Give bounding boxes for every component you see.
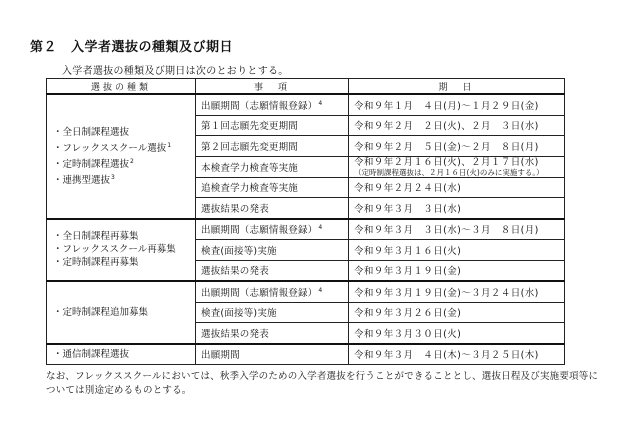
- date-cell: [349, 177, 565, 198]
- item-cell: [196, 198, 349, 219]
- date-cell: [349, 219, 565, 240]
- date-text: 令和９年３月３０日(火): [354, 328, 462, 340]
- item-text: 出願期間（志願情報登録）: [201, 225, 318, 237]
- date-text: 令和９年３月１９日(金)～３月２４日(水): [354, 287, 539, 299]
- category-cell: [47, 219, 196, 282]
- footnote-marker: 4: [318, 99, 323, 107]
- item-text: 出願期間（志願情報登録）: [201, 100, 318, 112]
- item-cell: [196, 177, 349, 198]
- intro-text: 入学者選抜の種類及び期日は次のとおりとする。: [62, 66, 289, 77]
- item-text: 第１回志願先変更期間: [201, 121, 299, 133]
- date-text: 令和９年３月１６日(火): [354, 245, 462, 257]
- category-label: [53, 306, 190, 319]
- date-text: 令和９年２月１６日(火)、２月１７日(水): [354, 156, 539, 168]
- date-text: 令和９年３月 ３日(水)～３月 ８日(月): [354, 225, 539, 237]
- date-cell: [349, 115, 565, 136]
- footnote-text: なお、フレックススクールにおいては、秋季入学のための入学者選抜を行うことができることとし、選抜日程及び実施要項等については別途定めるものとする。: [46, 371, 599, 396]
- item-text: 選抜結果の発表: [201, 328, 269, 340]
- item-cell: [196, 344, 349, 365]
- date-text: 令和９年３月 ４日(木)～３月２５日(木): [354, 350, 539, 362]
- category-label: [53, 126, 190, 139]
- schedule-table: [46, 78, 565, 365]
- item-cell: [196, 323, 349, 344]
- category-text: ・フレックススクール選抜: [53, 142, 167, 154]
- date-cell: [349, 136, 565, 157]
- item-cell: [196, 240, 349, 261]
- schedule-body: [47, 94, 565, 365]
- item-text: 追検査学力検査等実施: [201, 183, 299, 195]
- item-text: 選抜結果の発表: [201, 203, 269, 215]
- category-label: [53, 139, 190, 155]
- category-text: ・定時制課程追加募集: [53, 306, 149, 318]
- item-text: 出願期間（志願情報登録）: [201, 287, 318, 299]
- category-label: [53, 155, 190, 171]
- item-cell: [196, 260, 349, 281]
- footnote-marker: 2: [130, 157, 134, 165]
- section-heading: [30, 36, 233, 55]
- header-date: 期 日: [349, 79, 565, 95]
- table-row: [47, 344, 565, 365]
- category-cell: [47, 344, 196, 365]
- date-cell: [349, 281, 565, 302]
- item-text: 検査(面接等)実施: [201, 308, 277, 320]
- date-text: 令和９年１月 ４日(月)～１月２９日(金): [354, 100, 539, 112]
- category-text: ・全日制課程再募集: [53, 231, 139, 243]
- date-note: （定時制課程選抜は、２月１６日(火)のみに実施する。）: [354, 167, 544, 177]
- date-cell: [349, 240, 565, 261]
- date-text: 令和９年２月 ５日(金)～２月 ８日(月): [354, 141, 539, 153]
- date-cell: [349, 198, 565, 219]
- date-text: 令和９年２月 ２日(火)、２月 ３日(水): [354, 121, 539, 133]
- date-text: 令和９年３月 ３日(水): [354, 203, 462, 215]
- category-text: ・定時制課程再募集: [53, 257, 139, 269]
- item-text: 出願期間: [201, 350, 240, 362]
- header-item: 事 項: [196, 79, 349, 95]
- item-text: 本検査学力検査等実施: [201, 162, 299, 174]
- category-text: ・全日制課程選抜: [53, 126, 130, 138]
- category-text: ・定時制課程選抜: [53, 158, 130, 170]
- date-text: 令和９年３月１９日(金): [354, 266, 462, 278]
- section-title: 入学者選抜の種類及び期日: [71, 40, 234, 55]
- date-text: 令和９年２月２４日(水): [354, 183, 462, 195]
- section-number: 第２: [30, 40, 58, 55]
- item-cell: [196, 156, 349, 177]
- date-cell: [349, 94, 565, 115]
- footnote-marker: 4: [318, 224, 323, 232]
- item-cell: [196, 219, 349, 240]
- category-label: [53, 348, 190, 361]
- category-text: ・フレックススクール再募集: [53, 244, 176, 256]
- footnote-marker: 1: [167, 141, 172, 149]
- table-header-row: [47, 79, 565, 95]
- category-cell: [47, 281, 196, 344]
- category-text: ・通信制課程選抜: [53, 348, 130, 360]
- item-cell: [196, 94, 349, 115]
- header-category: 選抜の種類: [47, 79, 196, 95]
- table-row: [47, 219, 565, 240]
- date-cell: [349, 302, 565, 323]
- category-label: [53, 171, 190, 187]
- footnote-marker: 3: [111, 173, 115, 181]
- date-cell: [349, 156, 565, 177]
- category-cell: [47, 94, 196, 219]
- category-text: ・連携型選抜: [53, 174, 111, 186]
- item-cell: [196, 302, 349, 323]
- category-label: [53, 256, 190, 269]
- category-label: [53, 243, 190, 256]
- date-cell: [349, 344, 565, 365]
- date-cell: [349, 260, 565, 281]
- date-text: 令和９年３月２６日(金): [354, 308, 462, 320]
- item-cell: [196, 136, 349, 157]
- table-row: [47, 94, 565, 115]
- item-text: 第２回志願先変更期間: [201, 141, 299, 153]
- item-cell: [196, 281, 349, 302]
- item-text: 選抜結果の発表: [201, 266, 269, 278]
- table-row: [47, 281, 565, 302]
- footnote-marker: 4: [318, 286, 323, 294]
- date-cell: [349, 323, 565, 344]
- item-text: 検査(面接等)実施: [201, 245, 277, 257]
- category-label: [53, 230, 190, 243]
- item-cell: [196, 115, 349, 136]
